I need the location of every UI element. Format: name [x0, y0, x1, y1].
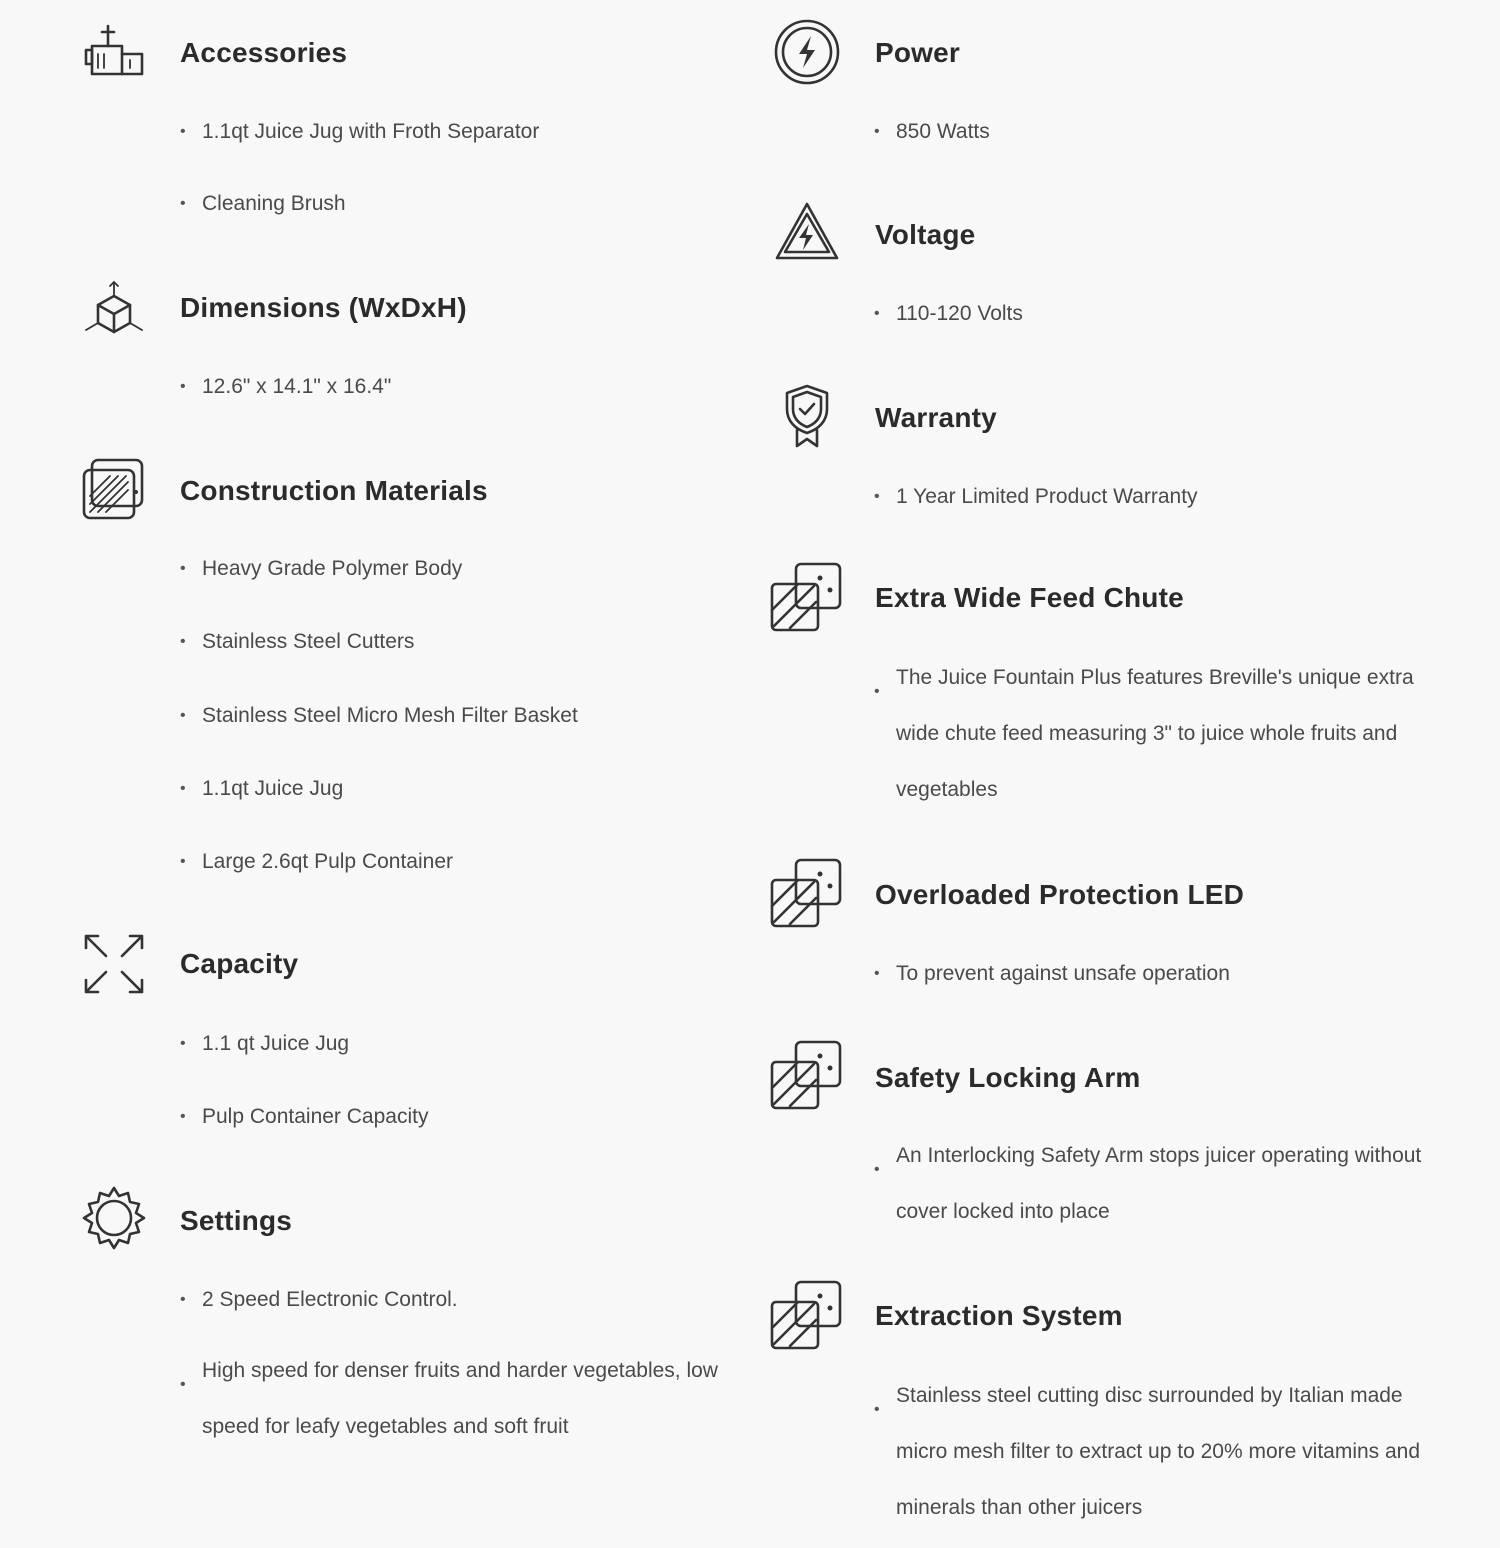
- feature-squares-icon: [770, 858, 842, 930]
- spec-item: • To prevent against unsafe operation: [896, 960, 1230, 988]
- spec-item: • Heavy Grade Polymer Body: [202, 555, 462, 583]
- spec-title: Voltage: [875, 219, 976, 250]
- spec-item: • 110-120 Volts: [896, 300, 1023, 328]
- spec-item: • Cleaning Brush: [202, 190, 346, 218]
- cube-dimensions-icon: [78, 276, 150, 348]
- spec-title: Overloaded Protection LED: [875, 879, 1245, 910]
- spec-item: • High speed for denser fruits and harder vegetables, low speed for leafy vegetables and soft fruit: [202, 1343, 747, 1455]
- warranty-badge-icon: [771, 380, 843, 452]
- spec-title: Construction Materials: [180, 475, 488, 506]
- feature-squares-icon: [770, 1040, 842, 1112]
- accessories-icon: [78, 18, 150, 90]
- high-voltage-icon: [771, 198, 843, 270]
- lightning-circle-icon: [771, 16, 843, 88]
- spec-title: Extraction System: [875, 1300, 1123, 1331]
- spec-item: • The Juice Fountain Plus features Breville's unique extra wide chute feed measuring 3" to juice whole fruits and vegetables: [896, 650, 1436, 818]
- spec-title: Extra Wide Feed Chute: [875, 582, 1184, 613]
- spec-item: • Stainless Steel Cutters: [202, 628, 414, 656]
- spec-item: • 1.1qt Juice Jug: [202, 775, 343, 803]
- feature-squares-icon: [770, 1280, 842, 1352]
- spec-item: • Stainless steel cutting disc surrounded by Italian made micro mesh filter to extract up to 20% more vitamins and minerals than other juicers: [896, 1368, 1436, 1536]
- spec-item: • Large 2.6qt Pulp Container: [202, 848, 453, 876]
- spec-item: • 1.1qt Juice Jug with Froth Separator: [202, 118, 539, 146]
- spec-title: Settings: [180, 1205, 293, 1236]
- spec-item: • 2 Speed Electronic Control.: [202, 1286, 458, 1314]
- spec-title: Warranty: [875, 402, 997, 433]
- feature-squares-icon: [770, 562, 842, 634]
- materials-icon: [78, 454, 150, 526]
- spec-item: • 1.1 qt Juice Jug: [202, 1030, 349, 1058]
- spec-title: Safety Locking Arm: [875, 1062, 1141, 1093]
- spec-title: Power: [875, 37, 961, 68]
- spec-item: • 1 Year Limited Product Warranty: [896, 483, 1198, 511]
- expand-arrows-icon: [78, 928, 150, 1000]
- spec-item: • 850 Watts: [896, 118, 990, 146]
- spec-item: • Stainless Steel Micro Mesh Filter Basket: [202, 702, 578, 730]
- spec-item: • Pulp Container Capacity: [202, 1103, 428, 1131]
- spec-title: Capacity: [180, 948, 299, 979]
- spec-item: • An Interlocking Safety Arm stops juicer operating without cover locked into place: [896, 1128, 1436, 1240]
- spec-title: Dimensions (WxDxH): [180, 292, 467, 323]
- spec-title: Accessories: [180, 37, 348, 68]
- gear-icon: [78, 1184, 150, 1256]
- spec-item: • 12.6" x 14.1" x 16.4": [202, 373, 391, 401]
